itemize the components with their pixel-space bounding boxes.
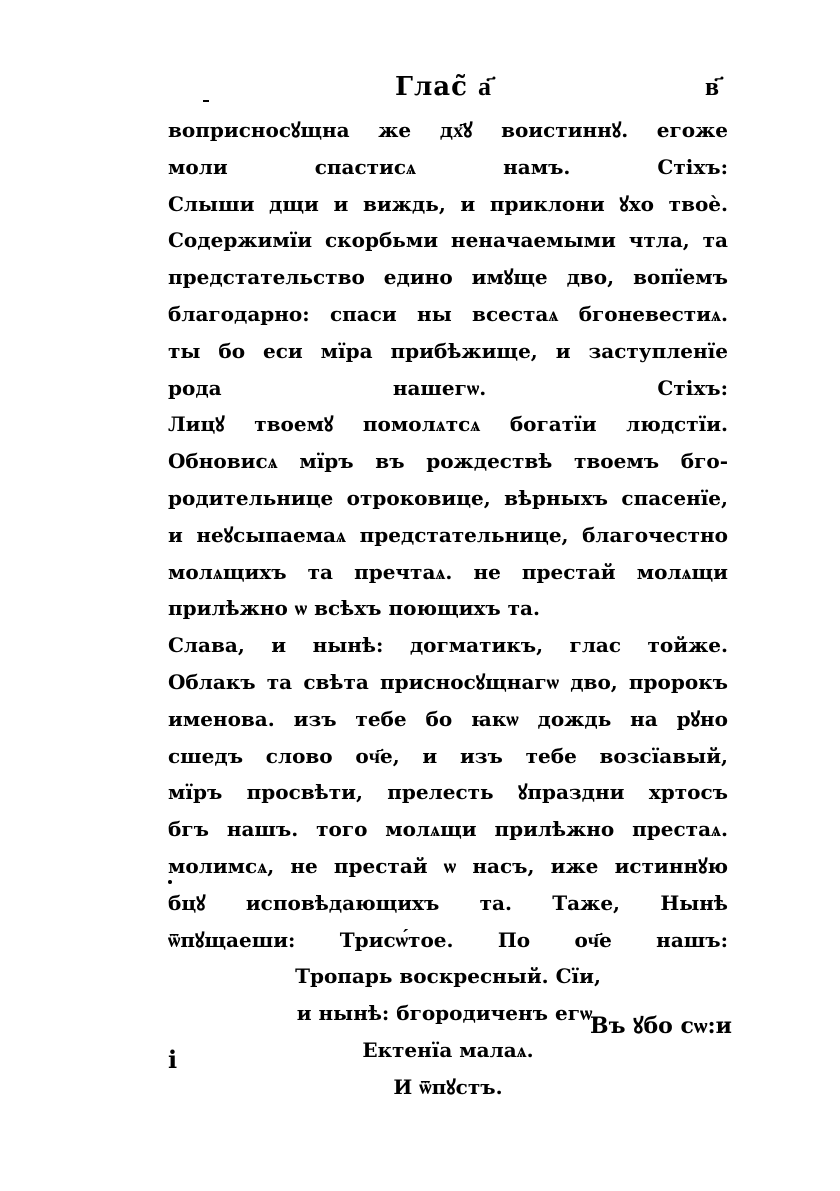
text-line: ѿпꙋщаеши: Трисѡ́тое. По оч҃е нашъ:	[168, 927, 728, 952]
running-head: Глас̃ а҃	[395, 72, 493, 102]
text-line: именова. изъ тебе бо ꙗкѡ дождь на рꙋно	[168, 706, 728, 731]
text-line: рода нашегѡ. Стіхъ:	[168, 375, 728, 400]
text-line: Тропарь воскресный. Сїи,	[295, 964, 601, 989]
text-line: Содержимїи скорбьми неначаемыми чтла, та	[168, 228, 728, 253]
text-line: мїръ просвѣти, прелесть ꙋпраздни хртосъ	[168, 780, 728, 805]
text-line: бцꙋ исповѣдающихъ та. Таже, Нынѣ	[168, 890, 728, 915]
text-line: родительнице отроковице, вѣрныхъ спасенїе,	[168, 485, 728, 510]
text-line: молѧщихъ та пречтаѧ. не престай молѧщи	[168, 559, 728, 584]
text-line: молимсѧ, не престай ѡ насъ, иже истиннꙋю	[168, 853, 728, 878]
signature-mark: і	[168, 1045, 178, 1074]
text-line: и нынѣ: бгородиченъ егѡ.	[296, 1001, 600, 1026]
text-line: благодарно: спаси ны всестаѧ бгоневестиѧ.	[168, 301, 728, 326]
text-line: Облакъ та свѣта присносꙋщнагѡ дво, пророкъ	[168, 669, 728, 694]
folio-number: в҃	[705, 72, 720, 102]
text-line: Слыши дщи и виждь, и приклони ꙋхо твоѐ.	[168, 191, 728, 216]
text-line: Ектенїа малаѧ.	[362, 1037, 534, 1062]
text-block	[168, 112, 728, 1106]
text-line: воприсносꙋщна же дх҃ꙋ воистиннꙋ. егоже	[168, 118, 728, 142]
ink-mark	[203, 100, 209, 102]
text-line: прилѣжно ѡ всѣхъ поющихъ та.	[168, 596, 540, 621]
text-line: и неꙋсыпаемаѧ предстательнице, благочестно	[168, 522, 728, 547]
text-line: бгъ нашъ. того молѧщи прилѣжно престаѧ.	[168, 817, 728, 842]
text-line: ты бо еси мїра прибѣжище, и заступленїе	[168, 338, 728, 363]
text-line: Лицꙋ твоемꙋ помолѧтсѧ богатїи людстїи.	[168, 412, 728, 437]
text-line: И ѿпꙋстъ.	[393, 1074, 503, 1099]
text-line: моли спастисѧ намъ. Стіхъ:	[168, 154, 728, 179]
text-line: Обновисѧ мїръ въ рождествѣ твоемъ бго-	[168, 449, 728, 474]
text-line: Слава, и нынѣ: догматикъ, глас тойже.	[168, 633, 728, 658]
text-line: предстательство едино имꙋще дво, вопїемъ	[168, 265, 728, 290]
ink-dot	[168, 880, 172, 884]
catchword: Въ ꙋбо сѡ:и	[590, 1013, 732, 1039]
text-line: сшедъ слово оч҃е, и изъ тебе возсїавый,	[168, 743, 728, 768]
